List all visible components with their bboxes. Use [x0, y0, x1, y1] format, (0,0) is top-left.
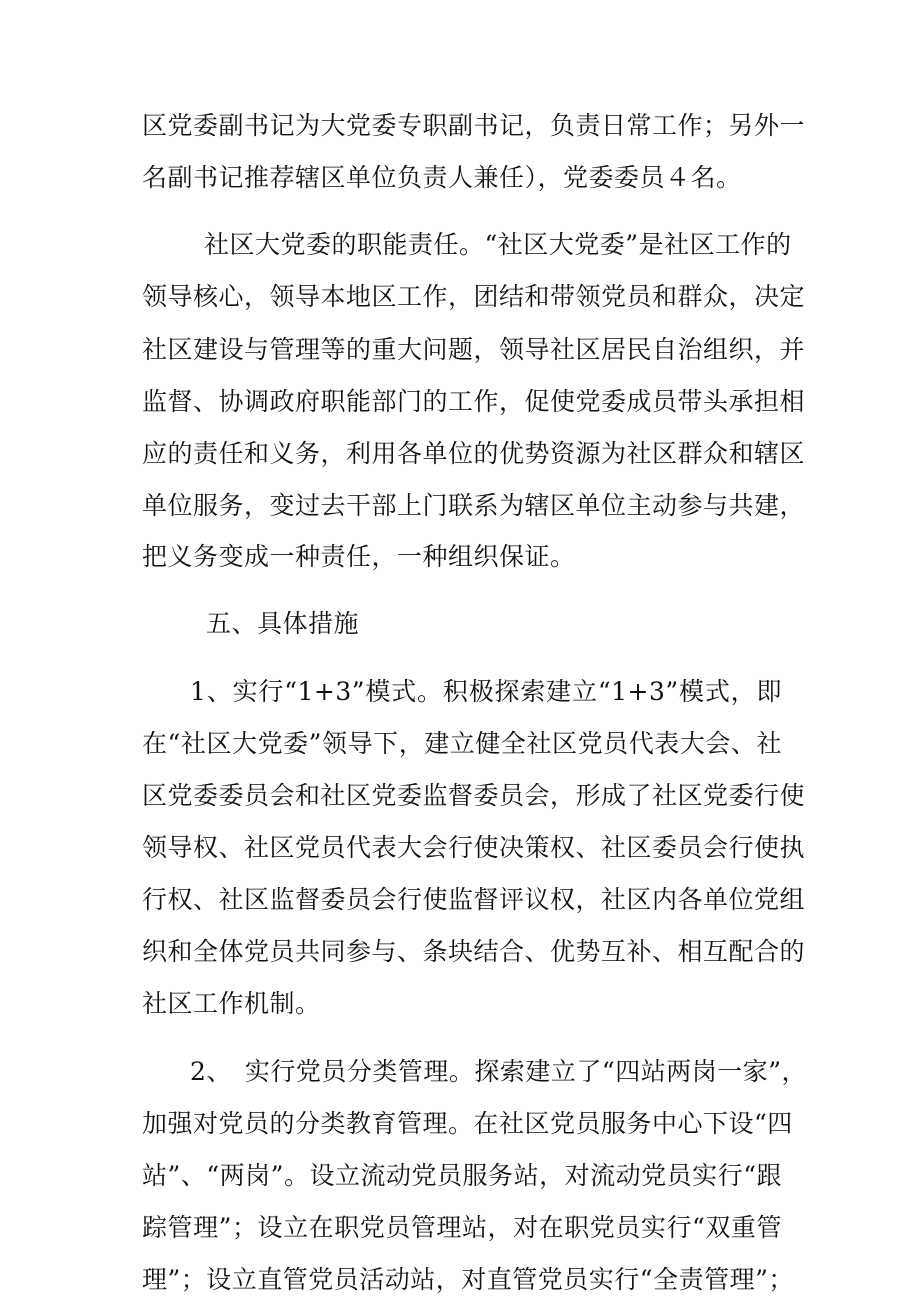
text-line: 社区工作机制。	[142, 989, 321, 1019]
text-line: 站”、“两岗”。设立流动党员服务站，对流动党员实行“跟	[142, 1160, 782, 1190]
text-line: 织和全体党员共同参与、条块结合、优势互补、相互配合的	[142, 937, 806, 967]
text-line: 单位服务，变过去干部上门联系为辖区单位主动参与共建，	[142, 490, 806, 520]
text-line: 应的责任和义务，利用各单位的优势资源为社区群众和辖区	[142, 438, 806, 468]
text-line: 社区大党委的职能责任。“社区大党委”是社区工作的	[204, 230, 792, 260]
text-line: 监督、协调政府职能部门的工作，促使党委成员带头承担相	[142, 386, 806, 416]
text-line: 加强对党员的分类教育管理。在社区党员服务中心下设“四	[142, 1108, 793, 1138]
text-line: 踪管理”；设立在职党员管理站，对在职党员实行“双重管	[142, 1212, 782, 1242]
text-line: 2、 实行党员分类管理。探索建立了“四站两岗一家”，	[190, 1056, 807, 1086]
text-line: 把义务变成一种责任，一种组织保证。	[142, 542, 576, 572]
text-line: 区党委副书记为大党委专职副书记，负责日常工作；另外一	[142, 111, 806, 140]
text-line: 领导核心，领导本地区工作，团结和带领党员和群众，决定	[142, 282, 806, 312]
text-line: 社区建设与管理等的重大问题，领导社区居民自治组织，并	[142, 334, 806, 364]
section-heading: 五、具体措施	[206, 609, 360, 639]
text-line: 领导权、社区党员代表大会行使决策权、社区委员会行使执	[142, 832, 806, 862]
text-line: 1、实行“1+3”模式。积极探索建立“1+3”模式，即	[190, 676, 782, 706]
text-line: 名副书记推荐辖区单位负责人兼任），党委委员４名。	[142, 163, 742, 193]
text-line: 行权、社区监督委员会行使监督评议权，社区内各单位党组	[142, 885, 806, 915]
text-line: 在“社区大党委”领导下，建立健全社区党员代表大会、社	[142, 728, 782, 758]
text-line: 理”；设立直管党员活动站，对直管党员实行“全责管理”；	[142, 1265, 794, 1294]
text-line: 区党委委员会和社区党委监督委员会，形成了社区党委行使	[142, 780, 806, 810]
